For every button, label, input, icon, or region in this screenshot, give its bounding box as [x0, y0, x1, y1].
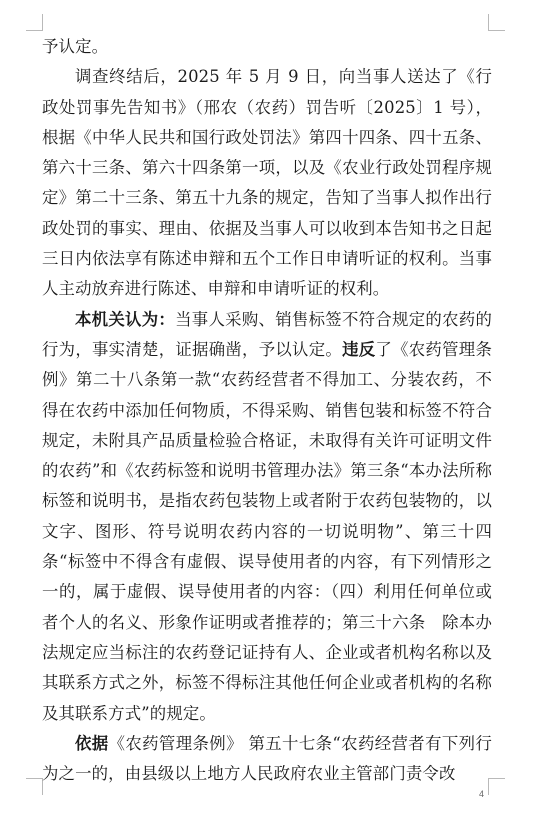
continuation-paragraph	[42, 32, 492, 62]
page-number: 4	[479, 789, 485, 799]
finding-text-2: 了《农药管理条例》第二十八条第一款“农药经营者不得加工、分装农药，不得在农药中添加任何物质，不得采购、销售包装和标签不符合规定，未附具产品质量检验合格证，未取得有关许可证明文件的农药”和《农药标签和说明书管理办法》第三条“本办法所称标签和说明书，是指农药包装物上或者附于农药包装物的，以文字、图形、符号说明农药内容的一切说明物”、第三十四条“标签中不得含有虚假、误导使用者的内容，有下列情形之一的，属于虚假、误导使用者的内容：（四）利用任何单位或者个人的名义、形象作证明或者推荐的；第三十六条 除本办法规定应当标注的农药登记证持有人、企业或者机构名称以及其联系方式之外，标签不得标注其他任何企业或者机构的名称及其联系方式”的规定。	[42, 339, 492, 723]
basis-text: 《农药管理条例》 第五十七条“农药经营者有下列行为之一的，由县级以上地方人民政府农业主管部门责令改	[42, 733, 492, 784]
basis-lead: 依据	[75, 733, 109, 753]
crop-mark-top-right	[488, 14, 505, 31]
investigation-paragraph	[42, 62, 492, 304]
crop-mark-bottom-left	[26, 778, 43, 795]
continuation-text: 予认定。	[42, 37, 109, 56]
finding-bold-word: 违反	[342, 339, 376, 359]
document-body	[42, 32, 492, 789]
basis-paragraph	[42, 729, 492, 790]
crop-mark-top-left	[26, 14, 43, 31]
finding-lead: 本机关认为：	[75, 309, 176, 329]
finding-text-1: 当事人采购、销售标签不符合规定的农药的行为，事实清楚，证据确凿，予以认定。	[42, 309, 492, 359]
investigation-text: 调查终结后，2025 年 5 月 9 日，向当事人送达了《行政处罚事先告知书》（邢农（农药）罚告听〔2025〕1 号），根据《中华人民共和国行政处罚法》第四十四条、四十五条、第六十三条、第六十四条第一项，以及《农业行政处罚程序规定》第二十三条、第五十九条的规定，告知了当事人拟作出行政处罚的事实、理由、依据及当事人可以收到本告知书之日起三日内依法享有陈述申辩和五个工作日申请听证的权利。当事人主动放弃进行陈述、申辩和申请听证的权利。	[42, 67, 492, 299]
finding-paragraph	[42, 305, 492, 729]
